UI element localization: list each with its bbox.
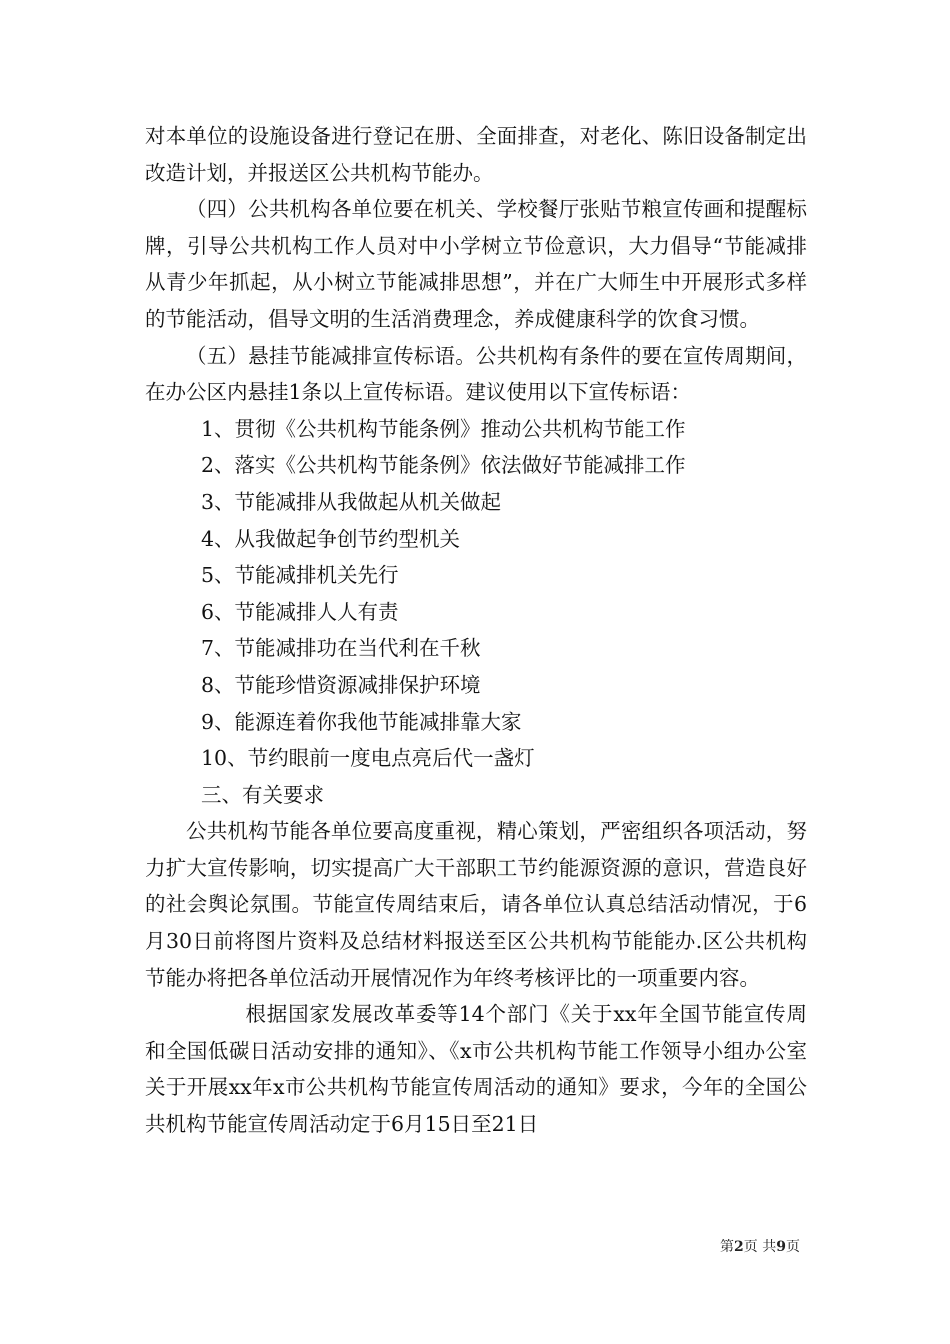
footer-suffix: 页 (785, 1239, 800, 1255)
slogan-item: 7、节能减排功在当代利在千秋 (201, 636, 481, 661)
paragraph-equipment-plan: 对本单位的设施设备进行登记在册、全面排查，对老化、陈旧设备制定出改造计划，并报送区公共机构节能办。 (145, 124, 807, 185)
slogan-item: 4、从我做起争创节约型机关 (201, 526, 461, 551)
paragraph-closing: 根据国家发展改革委等14个部门《关于xx年全国节能宣传周和全国低碳日活动安排的通知》、《x市公共机构节能工作领导小组办公室关于开展xx年x市公共机构节能宣传周活动的通知》要求，今年的全国公共机构节能宣传周活动定于6月15日至21日 (145, 1002, 807, 1137)
document-body (145, 118, 807, 1143)
footer-current-page: 2 (734, 1239, 744, 1255)
slogan-item: 3、节能减排从我做起从机关做起 (201, 489, 502, 514)
slogan-item: 2、落实《公共机构节能条例》依法做好节能减排工作 (201, 453, 686, 478)
slogan-item: 1、贯彻《公共机构节能条例》推动公共机构节能工作 (201, 416, 686, 441)
footer-prefix: 第 (720, 1239, 734, 1255)
slogan-list (145, 411, 807, 777)
slogan-item: 10、节约眼前一度电点亮后代一盏灯 (201, 746, 535, 771)
paragraph-requirements: 公共机构节能各单位要高度重视，精心策划，严密组织各项活动，努力扩大宣传影响，切实提高广大干部职工节约能源资源的意识，营造良好的社会舆论氛围。节能宣传周结束后，请各单位认真总结活动情况，于6月30日前将图片资料及总结材料报送至区公共机构节能能办.区公共机构节能办将把各单位活动开展情况作为年终考核评比的一项重要内容。 (145, 819, 807, 990)
slogan-item: 8、节能珍惜资源减排保护环境 (201, 672, 481, 697)
slogan-item: 9、能源连着你我他节能减排靠大家 (201, 709, 522, 734)
footer-total-pages: 9 (776, 1239, 786, 1255)
footer-middle: 页 共 (743, 1239, 777, 1255)
paragraph-section-four: （四）公共机构各单位要在机关、学校餐厅张贴节粮宣传画和提醒标牌，引导公共机构工作人员对中小学树立节俭意识，大力倡导“节能减排从青少年抓起，从小树立节能减排思想”，并在广大师生中开展形式多样的节能活动，倡导文明的生活消费理念，养成健康科学的饮食习惯。 (145, 197, 807, 331)
slogan-item: 6、节能减排人人有责 (201, 599, 399, 624)
section-heading-requirements: 三、有关要求 (201, 782, 324, 807)
slogan-item: 5、节能减排机关先行 (201, 563, 399, 588)
paragraph-section-five: （五）悬挂节能减排宣传标语。公共机构有条件的要在宣传周期间，在办公区内悬挂1条以上宣传标语。建议使用以下宣传标语： (145, 343, 807, 405)
page-footer (720, 1238, 800, 1256)
